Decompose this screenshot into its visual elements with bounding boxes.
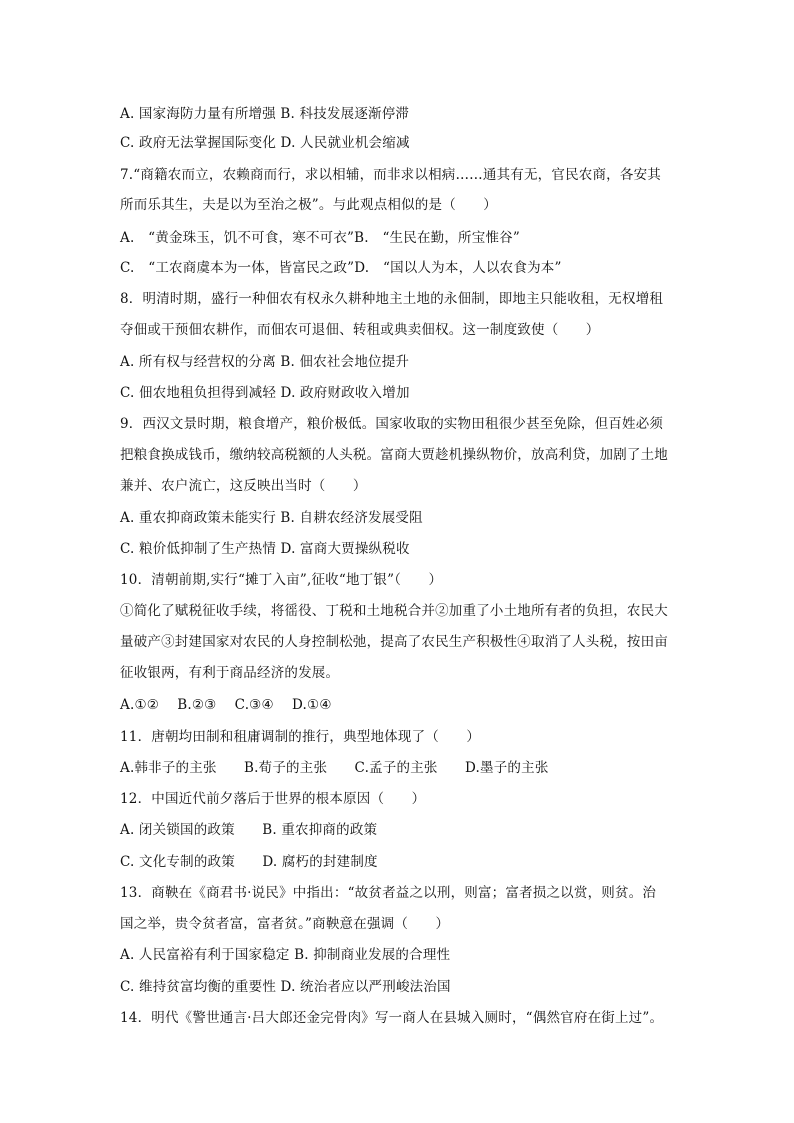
- text-line: 11．唐朝均田制和租庸调制的推行，典型地体现了（ ）: [120, 729, 481, 745]
- text-line: A. “黄金珠玉，饥不可食，寒不可衣”B. “生民在勤，所宝惟谷”: [120, 230, 520, 246]
- text-line: A. 国家海防力量有所增强 B. 科技发展逐渐停滞: [120, 106, 410, 122]
- text-line: 兼并、农户流亡，这反映出当时（ ）: [120, 478, 367, 494]
- text-line: C. 文化专制的政策 D. 腐朽的封建制度: [120, 854, 378, 870]
- text-line: 7.“商籍农而立，农赖商而行，求以相辅，而非求以相病……通其有无，官民农商，各安其: [120, 167, 661, 183]
- text-line: A.①② B.②③ C.③④ D.①④: [120, 697, 332, 713]
- text-line: C. 佃农地租负担得到减轻 D. 政府财政收入增加: [120, 385, 410, 401]
- text-line: A. 重农抑商政策未能实行 B. 自耕农经济发展受阻: [120, 510, 423, 526]
- text-line: A. 人民富裕有利于国家稳定 B. 抑制商业发展的合理性: [120, 947, 451, 963]
- text-line: 国之举，贵令贫者富，富者贫。”商鞅意在强调（ ）: [120, 916, 450, 932]
- text-line: C. 粮价低抑制了生产热情 D. 富商大贾操纵税收: [120, 541, 410, 557]
- text-line: 征收银两，有利于商品经济的发展。: [120, 665, 340, 681]
- text-line: 12．中国近代前夕落后于世界的根本原因（ ）: [120, 791, 426, 807]
- text-line: 10．清朝前期,实行“摊丁入亩”,征收“地丁银”（ ）: [120, 572, 443, 588]
- text-line: A.韩非子的主张 B.荀子的主张 C.孟子的主张 D.墨子的主张: [120, 760, 549, 776]
- text-line: C. 维持贫富均衡的重要性 D. 统治者应以严刑峻法治国: [120, 979, 451, 995]
- text-line: 把粮食换成钱币，缴纳较高税额的人头税。富商大贾趁机操纵物价，放高利贷，加剧了土地: [120, 447, 668, 463]
- text-line: 9．西汉文景时期，粮食增产，粮价极低。国家收取的实物田租很少甚至免除，但百姓必须: [120, 416, 664, 432]
- text-line: A. 所有权与经营权的分离 B. 佃农社会地位提升: [120, 354, 410, 370]
- text-line: 所而乐其生，夫是以为至治之极”。与此观点相似的是（ ）: [120, 197, 498, 213]
- text-line: 13．商鞅在《商君书·说民》中指出：“故贫者益之以刑，则富；富者损之以赏，则贫。治: [120, 885, 657, 901]
- text-line: C. 政府无法掌握国际变化 D. 人民就业机会缩减: [120, 135, 410, 151]
- text-line: 量破产③封建国家对农民的人身控制松弛，提高了农民生产积极性④取消了人头税，按田亩: [120, 634, 668, 650]
- text-line: A. 闭关锁国的政策 B. 重农抑商的政策: [120, 822, 378, 838]
- text-line: C. “工农商虞本为一体，皆富民之政”D. “国以人为本，人以农食为本”: [120, 260, 562, 276]
- text-line: 夺佃或干预佃农耕作，而佃农可退佃、转租或典卖佃权。这一制度致使（ ）: [120, 322, 600, 338]
- text-line: 8．明清时期，盛行一种佃农有权永久耕种地主土地的永佃制，即地主只能收租，无权增租: [120, 291, 664, 307]
- text-line: 14．明代《警世通言·吕大郎还金完骨肉》写一商人在县城入厕时，“偶然官府在街上过”。: [120, 1010, 664, 1026]
- text-line: ①简化了赋税征收手续，将徭役、丁税和土地税合并②加重了小土地所有者的负担，农民大: [120, 603, 668, 619]
